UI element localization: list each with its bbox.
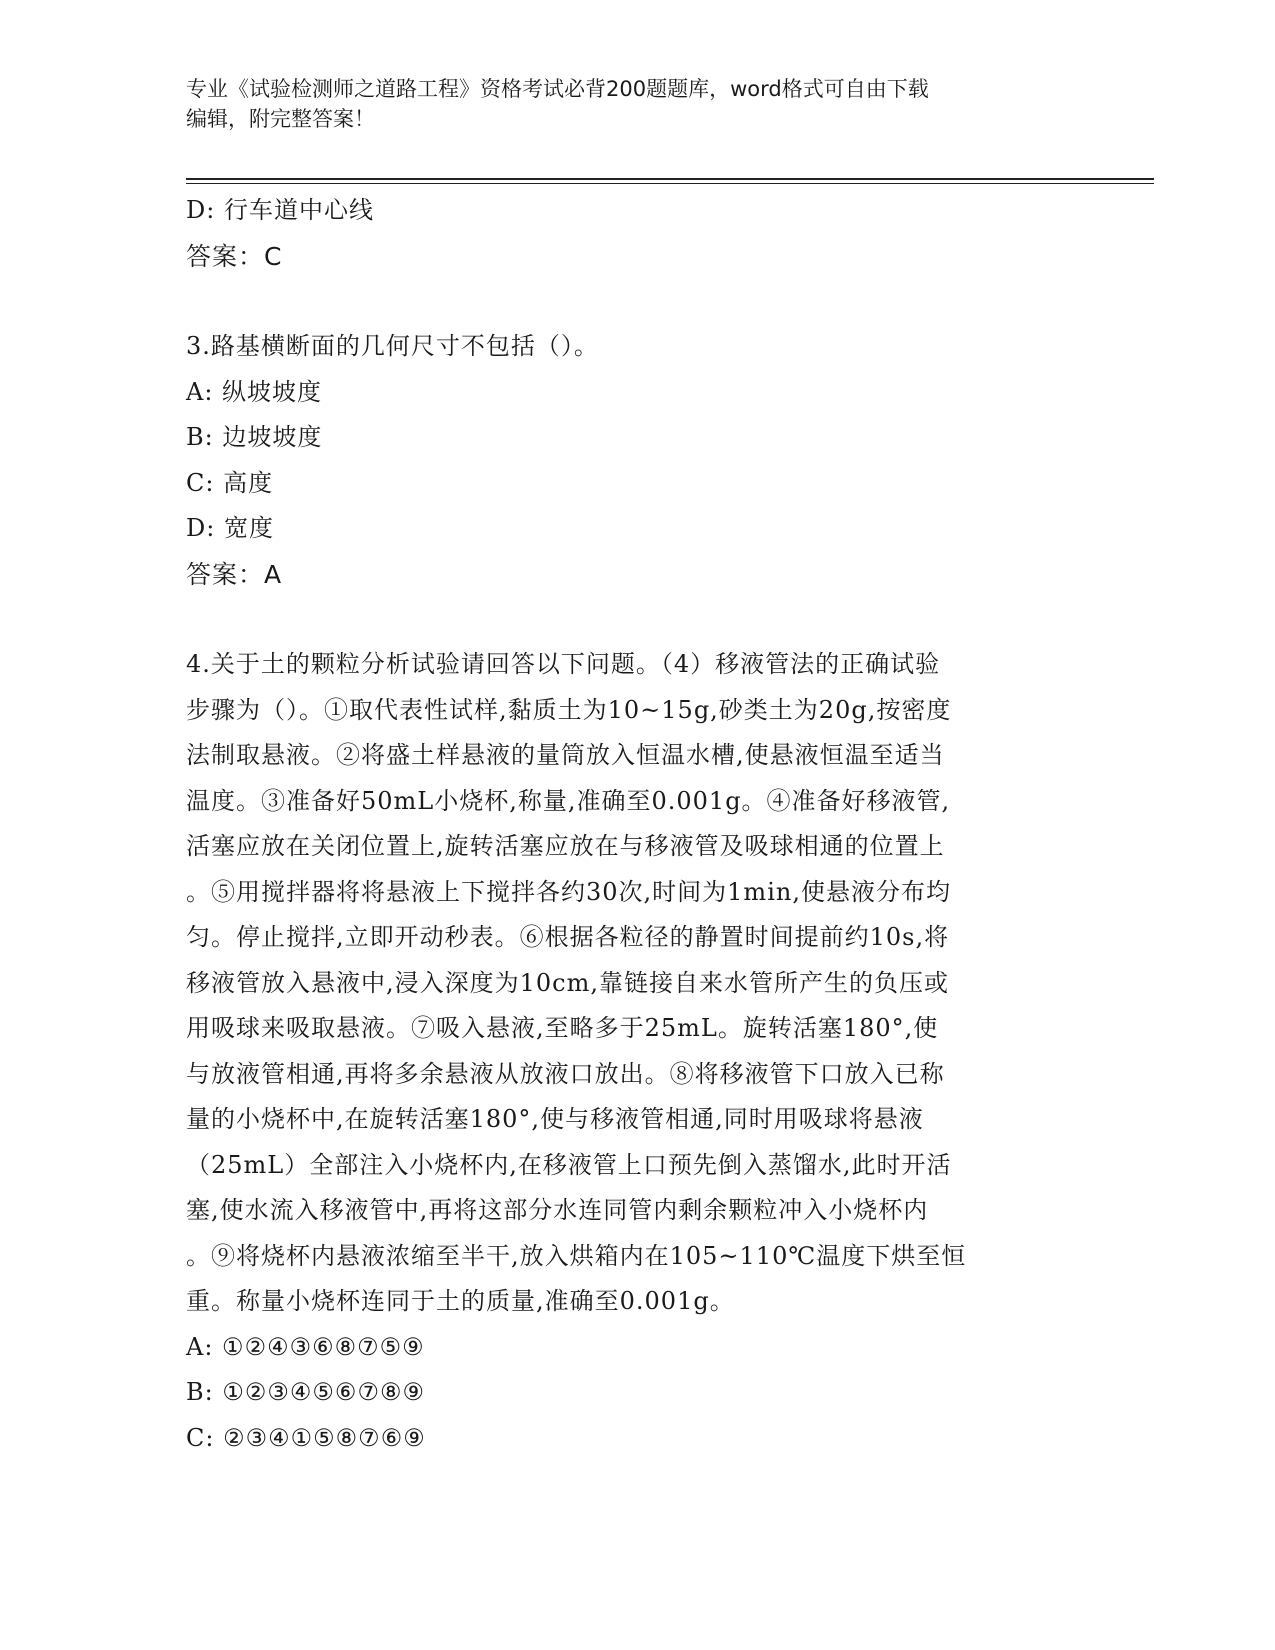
question-stem: 3.路基横断面的几何尺寸不包括（）。 bbox=[186, 332, 599, 360]
question-stem-line: （25mL）全部注入小烧杯内,在移液管上口预先倒入蒸馏水,此时开活 bbox=[186, 1150, 952, 1179]
question-stem-line: 法制取悬液。②将盛土样悬液的量筒放入恒温水槽,使悬液恒温至适当 bbox=[186, 741, 945, 769]
question-stem-line: 。⑨将烧杯内悬液浓缩至半干,放入烘箱内在105~110℃温度下烘至恒 bbox=[186, 1241, 967, 1270]
answer-line: 答案：A bbox=[186, 559, 283, 589]
question-stem-line: 步骤为（）。①取代表性试样,黏质土为10~15g,砂类土为20g,按密度 bbox=[186, 695, 952, 724]
option-c: C: 高度 bbox=[186, 468, 274, 497]
option-d: D: 行车道中心线 bbox=[186, 196, 374, 224]
option-b: B: 边坡坡度 bbox=[186, 423, 323, 451]
spacer bbox=[186, 597, 1086, 642]
question-stem-line: 用吸球来吸取悬液。⑦吸入悬液,至略多于25mL。旋转活塞180°,使 bbox=[186, 1014, 939, 1042]
question-2-tail bbox=[186, 188, 1086, 279]
answer-line: 答案：C bbox=[186, 241, 283, 271]
header-divider bbox=[186, 178, 1154, 184]
header-title-line-1: 专业《试验检测师之道路工程》资格考试必背200题题库，word格式可自由下载 bbox=[186, 77, 929, 101]
option-a: A: 纵坡坡度 bbox=[186, 377, 323, 406]
document-body bbox=[186, 188, 1086, 1461]
page-header bbox=[186, 74, 1086, 134]
option-a: A: ①②④③⑥⑧⑦⑤⑨ bbox=[186, 1332, 425, 1361]
question-stem-line: 4.关于土的颗粒分析试验请回答以下问题。（4）移液管法的正确试验 bbox=[186, 650, 941, 678]
spacer bbox=[186, 279, 1086, 324]
question-4 bbox=[186, 642, 1086, 1461]
question-stem-line: 。⑤用搅拌器将将悬液上下搅拌各约30次,时间为1min,使悬液分布均 bbox=[186, 877, 951, 906]
question-stem-line: 活塞应放在关闭位置上,旋转活塞应放在与移液管及吸球相通的位置上 bbox=[186, 832, 945, 860]
question-stem-line: 移液管放入悬液中,浸入深度为10cm,靠链接自来水管所产生的负压或 bbox=[186, 968, 949, 997]
option-b: B: ①②③④⑤⑥⑦⑧⑨ bbox=[186, 1378, 425, 1406]
header-title-line-2: 编辑，附完整答案！ bbox=[186, 107, 375, 131]
question-3 bbox=[186, 324, 1086, 597]
question-stem-line: 塞,使水流入移液管中,再将这部分水连同管内剩余颗粒冲入小烧杯内 bbox=[186, 1196, 929, 1224]
question-stem-line: 与放液管相通,再将多余悬液从放液口放出。⑧将移液管下口放入已称 bbox=[186, 1059, 945, 1088]
option-d: D: 宽度 bbox=[186, 514, 274, 542]
question-stem-line: 温度。③准备好50mL小烧杯,称量,准确至0.001g。④准备好移液管, bbox=[186, 786, 951, 815]
option-c: C: ②③④①⑤⑧⑦⑥⑨ bbox=[186, 1423, 426, 1452]
question-stem-line: 量的小烧杯中,在旋转活塞180°,使与移液管相通,同时用吸球将悬液 bbox=[186, 1105, 924, 1133]
question-stem-line: 匀。停止搅拌,立即开动秒表。⑥根据各粒径的静置时间提前约10s,将 bbox=[186, 923, 950, 951]
question-stem-line: 重。称量小烧杯连同于土的质量,准确至0.001g。 bbox=[186, 1287, 735, 1315]
